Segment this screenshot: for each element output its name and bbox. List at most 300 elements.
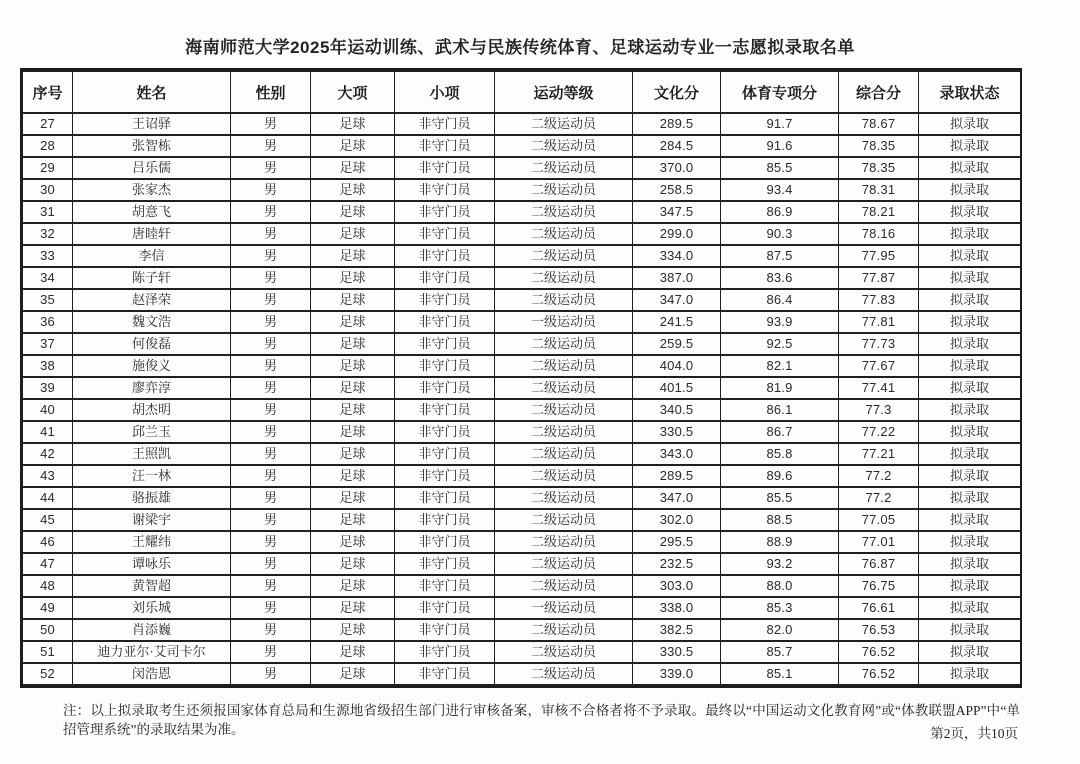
cell-sport-score: 85.3 xyxy=(721,597,839,619)
cell-name: 刘乐城 xyxy=(73,597,231,619)
table-row xyxy=(23,619,1021,641)
cell-level: 二级运动员 xyxy=(495,399,633,421)
cell-event: 足球 xyxy=(311,487,395,509)
table-row xyxy=(23,399,1021,421)
cell-gender: 男 xyxy=(231,663,311,685)
cell-no: 51 xyxy=(23,641,73,663)
page-number: 第2页，共10页 xyxy=(930,726,1018,741)
cell-subevent: 非守门员 xyxy=(395,113,495,135)
cell-no: 30 xyxy=(23,179,73,201)
cell-name: 张家杰 xyxy=(73,179,231,201)
table-row xyxy=(23,267,1021,289)
cell-level: 二级运动员 xyxy=(495,201,633,223)
table-row xyxy=(23,289,1021,311)
cell-culture-score: 404.0 xyxy=(633,355,721,377)
cell-gender: 男 xyxy=(231,223,311,245)
cell-name: 黄智超 xyxy=(73,575,231,597)
cell-subevent: 非守门员 xyxy=(395,399,495,421)
cell-subevent: 非守门员 xyxy=(395,245,495,267)
cell-event: 足球 xyxy=(311,355,395,377)
cell-composite-score: 78.67 xyxy=(839,113,919,135)
admission-table xyxy=(22,70,1021,686)
cell-culture-score: 339.0 xyxy=(633,663,721,685)
cell-composite-score: 76.61 xyxy=(839,597,919,619)
cell-no: 44 xyxy=(23,487,73,509)
cell-subevent: 非守门员 xyxy=(395,443,495,465)
table-row xyxy=(23,553,1021,575)
cell-composite-score: 77.01 xyxy=(839,531,919,553)
cell-sport-score: 90.3 xyxy=(721,223,839,245)
cell-gender: 男 xyxy=(231,245,311,267)
cell-composite-score: 77.83 xyxy=(839,289,919,311)
cell-composite-score: 77.21 xyxy=(839,443,919,465)
cell-level: 二级运动员 xyxy=(495,421,633,443)
cell-level: 二级运动员 xyxy=(495,179,633,201)
cell-subevent: 非守门员 xyxy=(395,663,495,685)
cell-composite-score: 77.81 xyxy=(839,311,919,333)
cell-event: 足球 xyxy=(311,157,395,179)
cell-level: 二级运动员 xyxy=(495,575,633,597)
cell-level: 二级运动员 xyxy=(495,245,633,267)
cell-culture-score: 289.5 xyxy=(633,465,721,487)
cell-status: 拟录取 xyxy=(919,201,1021,223)
cell-event: 足球 xyxy=(311,245,395,267)
column-header-status: 录取状态 xyxy=(919,71,1021,113)
cell-status: 拟录取 xyxy=(919,575,1021,597)
cell-level: 二级运动员 xyxy=(495,333,633,355)
cell-subevent: 非守门员 xyxy=(395,531,495,553)
cell-subevent: 非守门员 xyxy=(395,333,495,355)
cell-no: 29 xyxy=(23,157,73,179)
cell-gender: 男 xyxy=(231,465,311,487)
column-header-level: 运动等级 xyxy=(495,71,633,113)
cell-sport-score: 91.6 xyxy=(721,135,839,157)
cell-event: 足球 xyxy=(311,421,395,443)
cell-event: 足球 xyxy=(311,663,395,685)
cell-sport-score: 86.1 xyxy=(721,399,839,421)
table-row xyxy=(23,377,1021,399)
cell-culture-score: 347.0 xyxy=(633,289,721,311)
cell-name: 王诏驿 xyxy=(73,113,231,135)
table-row xyxy=(23,509,1021,531)
cell-no: 38 xyxy=(23,355,73,377)
cell-subevent: 非守门员 xyxy=(395,465,495,487)
cell-gender: 男 xyxy=(231,157,311,179)
cell-name: 李信 xyxy=(73,245,231,267)
cell-composite-score: 76.53 xyxy=(839,619,919,641)
cell-subevent: 非守门员 xyxy=(395,619,495,641)
cell-no: 48 xyxy=(23,575,73,597)
table-row xyxy=(23,641,1021,663)
cell-gender: 男 xyxy=(231,443,311,465)
cell-name: 陈子轩 xyxy=(73,267,231,289)
cell-subevent: 非守门员 xyxy=(395,135,495,157)
cell-event: 足球 xyxy=(311,641,395,663)
cell-no: 50 xyxy=(23,619,73,641)
cell-event: 足球 xyxy=(311,377,395,399)
cell-status: 拟录取 xyxy=(919,267,1021,289)
cell-gender: 男 xyxy=(231,487,311,509)
cell-sport-score: 85.5 xyxy=(721,487,839,509)
cell-status: 拟录取 xyxy=(919,663,1021,685)
cell-culture-score: 347.0 xyxy=(633,487,721,509)
cell-no: 52 xyxy=(23,663,73,685)
cell-event: 足球 xyxy=(311,553,395,575)
cell-sport-score: 88.5 xyxy=(721,509,839,531)
cell-name: 肖添巍 xyxy=(73,619,231,641)
cell-name: 迪力亚尔·艾司卡尔 xyxy=(73,641,231,663)
cell-no: 34 xyxy=(23,267,73,289)
cell-culture-score: 343.0 xyxy=(633,443,721,465)
cell-status: 拟录取 xyxy=(919,553,1021,575)
cell-subevent: 非守门员 xyxy=(395,201,495,223)
cell-name: 廖弈淳 xyxy=(73,377,231,399)
cell-level: 二级运动员 xyxy=(495,289,633,311)
cell-subevent: 非守门员 xyxy=(395,267,495,289)
cell-no: 40 xyxy=(23,399,73,421)
cell-level: 二级运动员 xyxy=(495,355,633,377)
column-header-sport-score: 体育专项分 xyxy=(721,71,839,113)
cell-culture-score: 232.5 xyxy=(633,553,721,575)
cell-sport-score: 83.6 xyxy=(721,267,839,289)
cell-gender: 男 xyxy=(231,531,311,553)
cell-status: 拟录取 xyxy=(919,333,1021,355)
cell-composite-score: 77.3 xyxy=(839,399,919,421)
cell-culture-score: 340.5 xyxy=(633,399,721,421)
cell-status: 拟录取 xyxy=(919,399,1021,421)
cell-status: 拟录取 xyxy=(919,289,1021,311)
cell-name: 何俊磊 xyxy=(73,333,231,355)
cell-status: 拟录取 xyxy=(919,487,1021,509)
cell-subevent: 非守门员 xyxy=(395,597,495,619)
cell-level: 二级运动员 xyxy=(495,223,633,245)
cell-name: 施俊义 xyxy=(73,355,231,377)
cell-composite-score: 77.05 xyxy=(839,509,919,531)
cell-composite-score: 76.52 xyxy=(839,641,919,663)
cell-event: 足球 xyxy=(311,201,395,223)
table-row xyxy=(23,575,1021,597)
cell-status: 拟录取 xyxy=(919,531,1021,553)
cell-gender: 男 xyxy=(231,421,311,443)
cell-status: 拟录取 xyxy=(919,355,1021,377)
cell-event: 足球 xyxy=(311,289,395,311)
table-row xyxy=(23,443,1021,465)
cell-level: 二级运动员 xyxy=(495,377,633,399)
cell-gender: 男 xyxy=(231,333,311,355)
cell-no: 43 xyxy=(23,465,73,487)
cell-level: 二级运动员 xyxy=(495,157,633,179)
cell-level: 二级运动员 xyxy=(495,619,633,641)
cell-sport-score: 93.2 xyxy=(721,553,839,575)
cell-culture-score: 303.0 xyxy=(633,575,721,597)
cell-level: 二级运动员 xyxy=(495,487,633,509)
cell-subevent: 非守门员 xyxy=(395,553,495,575)
cell-no: 37 xyxy=(23,333,73,355)
column-header-name: 姓名 xyxy=(73,71,231,113)
cell-sport-score: 85.1 xyxy=(721,663,839,685)
cell-name: 唐睦轩 xyxy=(73,223,231,245)
cell-culture-score: 330.5 xyxy=(633,421,721,443)
cell-no: 46 xyxy=(23,531,73,553)
cell-name: 王照凯 xyxy=(73,443,231,465)
cell-event: 足球 xyxy=(311,509,395,531)
cell-status: 拟录取 xyxy=(919,245,1021,267)
cell-culture-score: 370.0 xyxy=(633,157,721,179)
cell-no: 42 xyxy=(23,443,73,465)
cell-name: 闵浩恩 xyxy=(73,663,231,685)
cell-no: 36 xyxy=(23,311,73,333)
cell-name: 赵泽荣 xyxy=(73,289,231,311)
cell-no: 45 xyxy=(23,509,73,531)
cell-status: 拟录取 xyxy=(919,179,1021,201)
cell-culture-score: 259.5 xyxy=(633,333,721,355)
column-header-culture-score: 文化分 xyxy=(633,71,721,113)
cell-composite-score: 77.87 xyxy=(839,267,919,289)
cell-no: 39 xyxy=(23,377,73,399)
cell-status: 拟录取 xyxy=(919,135,1021,157)
cell-gender: 男 xyxy=(231,201,311,223)
table-row xyxy=(23,245,1021,267)
cell-sport-score: 82.0 xyxy=(721,619,839,641)
cell-subevent: 非守门员 xyxy=(395,377,495,399)
cell-sport-score: 85.5 xyxy=(721,157,839,179)
cell-event: 足球 xyxy=(311,443,395,465)
cell-culture-score: 338.0 xyxy=(633,597,721,619)
column-header-event: 大项 xyxy=(311,71,395,113)
table-header-row xyxy=(23,71,1021,113)
cell-culture-score: 302.0 xyxy=(633,509,721,531)
cell-gender: 男 xyxy=(231,509,311,531)
cell-gender: 男 xyxy=(231,597,311,619)
column-header-no: 序号 xyxy=(23,71,73,113)
table-row xyxy=(23,311,1021,333)
cell-subevent: 非守门员 xyxy=(395,509,495,531)
cell-status: 拟录取 xyxy=(919,377,1021,399)
cell-composite-score: 78.16 xyxy=(839,223,919,245)
cell-culture-score: 241.5 xyxy=(633,311,721,333)
cell-name: 邱兰玉 xyxy=(73,421,231,443)
cell-gender: 男 xyxy=(231,267,311,289)
cell-event: 足球 xyxy=(311,223,395,245)
cell-sport-score: 88.0 xyxy=(721,575,839,597)
footer-note: 注：以上拟录取考生还须报国家体育总局和生源地省级招生部门进行审核备案，审核不合格者将不予录取。最终以“中国运动文化教育网”或“体教联盟APP”中“单招管理系统”的录取结果为准。 xyxy=(63,703,1020,737)
cell-gender: 男 xyxy=(231,355,311,377)
cell-event: 足球 xyxy=(311,267,395,289)
cell-subevent: 非守门员 xyxy=(395,575,495,597)
cell-level: 二级运动员 xyxy=(495,509,633,531)
table-row xyxy=(23,487,1021,509)
cell-status: 拟录取 xyxy=(919,465,1021,487)
cell-no: 31 xyxy=(23,201,73,223)
cell-composite-score: 77.67 xyxy=(839,355,919,377)
cell-sport-score: 86.7 xyxy=(721,421,839,443)
cell-sport-score: 93.4 xyxy=(721,179,839,201)
cell-composite-score: 76.87 xyxy=(839,553,919,575)
cell-status: 拟录取 xyxy=(919,597,1021,619)
cell-level: 二级运动员 xyxy=(495,663,633,685)
cell-culture-score: 401.5 xyxy=(633,377,721,399)
cell-gender: 男 xyxy=(231,553,311,575)
cell-sport-score: 86.9 xyxy=(721,201,839,223)
cell-composite-score: 76.52 xyxy=(839,663,919,685)
cell-subevent: 非守门员 xyxy=(395,157,495,179)
column-header-gender: 性别 xyxy=(231,71,311,113)
cell-gender: 男 xyxy=(231,289,311,311)
cell-sport-score: 82.1 xyxy=(721,355,839,377)
cell-level: 二级运动员 xyxy=(495,135,633,157)
cell-event: 足球 xyxy=(311,575,395,597)
cell-status: 拟录取 xyxy=(919,443,1021,465)
cell-name: 汪一林 xyxy=(73,465,231,487)
cell-event: 足球 xyxy=(311,597,395,619)
cell-event: 足球 xyxy=(311,619,395,641)
cell-event: 足球 xyxy=(311,113,395,135)
cell-name: 魏文浩 xyxy=(73,311,231,333)
table-row xyxy=(23,223,1021,245)
table-row xyxy=(23,179,1021,201)
table-row xyxy=(23,421,1021,443)
cell-sport-score: 86.4 xyxy=(721,289,839,311)
cell-name: 张智栋 xyxy=(73,135,231,157)
cell-composite-score: 78.31 xyxy=(839,179,919,201)
cell-composite-score: 77.2 xyxy=(839,487,919,509)
cell-culture-score: 289.5 xyxy=(633,113,721,135)
cell-sport-score: 91.7 xyxy=(721,113,839,135)
table-row xyxy=(23,113,1021,135)
cell-culture-score: 258.5 xyxy=(633,179,721,201)
cell-name: 胡杰明 xyxy=(73,399,231,421)
cell-level: 一级运动员 xyxy=(495,311,633,333)
cell-sport-score: 87.5 xyxy=(721,245,839,267)
cell-gender: 男 xyxy=(231,311,311,333)
cell-name: 谭咏乐 xyxy=(73,553,231,575)
table-body xyxy=(23,113,1021,685)
cell-composite-score: 77.95 xyxy=(839,245,919,267)
cell-level: 二级运动员 xyxy=(495,267,633,289)
cell-level: 二级运动员 xyxy=(495,443,633,465)
table-row xyxy=(23,201,1021,223)
cell-name: 谢梁宇 xyxy=(73,509,231,531)
cell-subevent: 非守门员 xyxy=(395,641,495,663)
cell-no: 27 xyxy=(23,113,73,135)
cell-name: 胡意飞 xyxy=(73,201,231,223)
cell-composite-score: 76.75 xyxy=(839,575,919,597)
cell-subevent: 非守门员 xyxy=(395,487,495,509)
cell-no: 32 xyxy=(23,223,73,245)
cell-gender: 男 xyxy=(231,399,311,421)
cell-name: 王耀纬 xyxy=(73,531,231,553)
cell-sport-score: 81.9 xyxy=(721,377,839,399)
table-row xyxy=(23,465,1021,487)
cell-event: 足球 xyxy=(311,311,395,333)
cell-event: 足球 xyxy=(311,531,395,553)
cell-level: 二级运动员 xyxy=(495,641,633,663)
cell-no: 35 xyxy=(23,289,73,311)
cell-no: 41 xyxy=(23,421,73,443)
cell-subevent: 非守门员 xyxy=(395,289,495,311)
cell-name: 骆振雄 xyxy=(73,487,231,509)
cell-culture-score: 295.5 xyxy=(633,531,721,553)
table-row xyxy=(23,355,1021,377)
cell-no: 49 xyxy=(23,597,73,619)
cell-event: 足球 xyxy=(311,333,395,355)
cell-status: 拟录取 xyxy=(919,157,1021,179)
cell-culture-score: 387.0 xyxy=(633,267,721,289)
table-row xyxy=(23,157,1021,179)
cell-composite-score: 78.21 xyxy=(839,201,919,223)
cell-event: 足球 xyxy=(311,399,395,421)
cell-status: 拟录取 xyxy=(919,641,1021,663)
cell-gender: 男 xyxy=(231,575,311,597)
cell-gender: 男 xyxy=(231,619,311,641)
cell-event: 足球 xyxy=(311,135,395,157)
cell-gender: 男 xyxy=(231,641,311,663)
cell-sport-score: 88.9 xyxy=(721,531,839,553)
cell-level: 二级运动员 xyxy=(495,553,633,575)
cell-sport-score: 85.8 xyxy=(721,443,839,465)
cell-culture-score: 334.0 xyxy=(633,245,721,267)
cell-culture-score: 347.5 xyxy=(633,201,721,223)
cell-name: 吕乐儒 xyxy=(73,157,231,179)
cell-status: 拟录取 xyxy=(919,311,1021,333)
cell-level: 二级运动员 xyxy=(495,531,633,553)
cell-composite-score: 78.35 xyxy=(839,135,919,157)
cell-status: 拟录取 xyxy=(919,113,1021,135)
cell-status: 拟录取 xyxy=(919,509,1021,531)
cell-gender: 男 xyxy=(231,179,311,201)
table-row xyxy=(23,531,1021,553)
cell-gender: 男 xyxy=(231,113,311,135)
cell-no: 28 xyxy=(23,135,73,157)
cell-gender: 男 xyxy=(231,135,311,157)
cell-event: 足球 xyxy=(311,465,395,487)
table-row xyxy=(23,333,1021,355)
cell-subevent: 非守门员 xyxy=(395,355,495,377)
cell-composite-score: 77.22 xyxy=(839,421,919,443)
cell-gender: 男 xyxy=(231,377,311,399)
cell-status: 拟录取 xyxy=(919,619,1021,641)
table-row xyxy=(23,135,1021,157)
cell-subevent: 非守门员 xyxy=(395,179,495,201)
cell-level: 一级运动员 xyxy=(495,597,633,619)
cell-sport-score: 89.6 xyxy=(721,465,839,487)
cell-sport-score: 92.5 xyxy=(721,333,839,355)
cell-culture-score: 330.5 xyxy=(633,641,721,663)
page-title: 海南师范大学2025年运动训练、武术与民族传统体育、足球运动专业一志愿拟录取名单 xyxy=(185,38,855,57)
cell-subevent: 非守门员 xyxy=(395,223,495,245)
cell-composite-score: 77.41 xyxy=(839,377,919,399)
cell-event: 足球 xyxy=(311,179,395,201)
cell-level: 二级运动员 xyxy=(495,465,633,487)
cell-sport-score: 85.7 xyxy=(721,641,839,663)
cell-no: 47 xyxy=(23,553,73,575)
cell-composite-score: 78.35 xyxy=(839,157,919,179)
table-row xyxy=(23,663,1021,685)
cell-culture-score: 284.5 xyxy=(633,135,721,157)
cell-composite-score: 77.73 xyxy=(839,333,919,355)
admission-table-wrapper xyxy=(20,68,1022,688)
cell-subevent: 非守门员 xyxy=(395,421,495,443)
column-header-subevent: 小项 xyxy=(395,71,495,113)
cell-status: 拟录取 xyxy=(919,421,1021,443)
cell-subevent: 非守门员 xyxy=(395,311,495,333)
cell-composite-score: 77.2 xyxy=(839,465,919,487)
cell-culture-score: 382.5 xyxy=(633,619,721,641)
cell-culture-score: 299.0 xyxy=(633,223,721,245)
cell-status: 拟录取 xyxy=(919,223,1021,245)
cell-no: 33 xyxy=(23,245,73,267)
cell-level: 二级运动员 xyxy=(495,113,633,135)
